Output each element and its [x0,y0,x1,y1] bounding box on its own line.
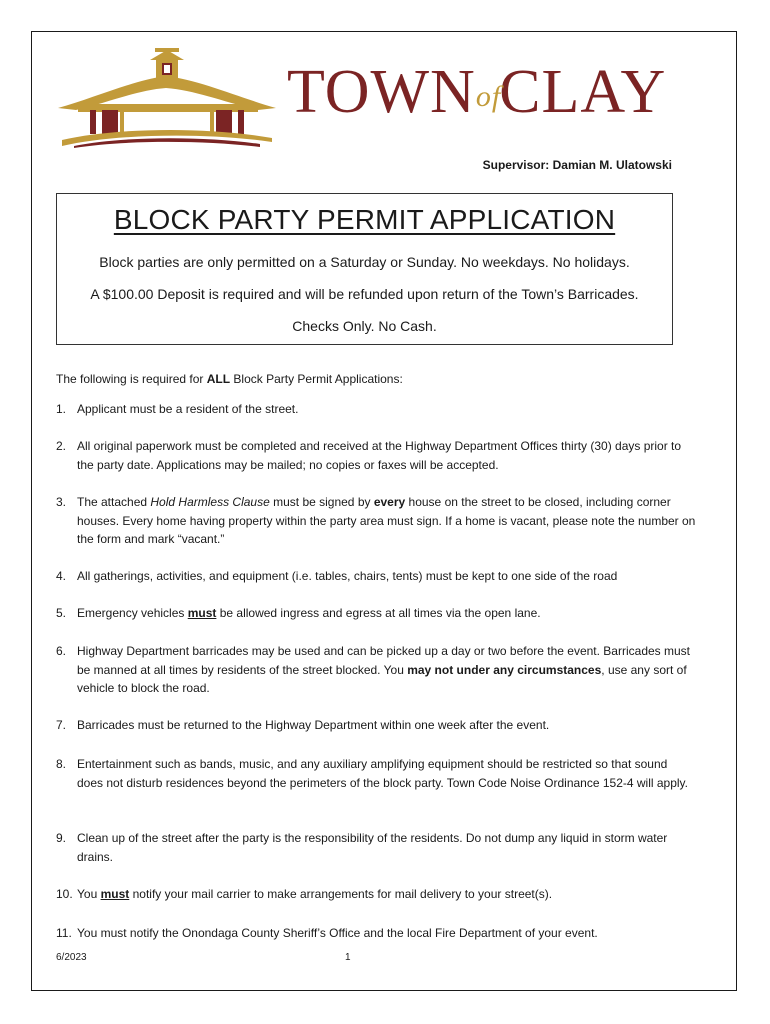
intro-text-after: Block Party Permit Applications: [230,372,403,386]
requirement-number: 6. [56,644,67,658]
intro-text-bold: ALL [206,372,231,386]
requirement-number: 7. [56,718,67,732]
deposit-notice: A $100.00 Deposit is required and will be refunded upon return of the Town’s Barricades. [90,286,639,302]
weekend-only-notice: Block parties are only permitted on a Saturday or Sunday. No weekdays. No holidays. [99,254,630,270]
requirement-number: 4. [56,569,67,583]
requirement-text: Clean up of the street after the party is the responsibility of the residents. Do not dump any liquid in storm water drains. [77,831,668,864]
requirement-text: You must notify the Onondaga County Sheriff’s Office and the local Fire Department of your event. [77,926,598,940]
requirement-item [56,437,696,474]
may-not-emphasis: may not under any circumstances [407,662,602,677]
requirement-item [56,924,696,943]
requirement-number: 2. [56,439,67,453]
logo-word-town: TOWN [287,58,476,126]
payment-method-notice: Checks Only. No Cash. [292,318,437,334]
footer-page-number: 1 [345,952,351,963]
requirement-number: 11. [56,926,72,940]
hold-harmless-clause-emphasis: Hold Harmless Clause [150,495,270,509]
town-hall-logo-graphic [54,44,280,148]
requirement-item [56,400,696,419]
requirement-number: 9. [56,831,67,845]
requirement-number: 10. [56,887,73,901]
requirement-text: The attached Hold Harmless Clause must be signed by every house on the street to be closed, including corner houses. Every home having property within the party area must sign. If a home is vacant, please note the number on the form and mark “vacant.” [77,495,696,546]
requirement-text: Barricades must be returned to the Highway Department within one week after the event. [77,718,550,732]
title-box [56,193,673,345]
requirement-text: Emergency vehicles must be allowed ingress and egress at all times via the open lane. [77,606,541,620]
requirement-text: Applicant must be a resident of the street. [77,402,299,416]
requirement-item [56,829,696,866]
page-title: BLOCK PARTY PERMIT APPLICATION [113,204,616,235]
requirement-number: 8. [56,757,67,771]
requirement-text: Entertainment such as bands, music, and any auxiliary amplifying equipment should be restricted so that sound does not disturb residences beyond the perimeters of the block party. Town Code Noise Ordinance 152-4 will apply. [77,757,689,790]
logo-word-of: of [475,80,502,113]
supervisor-line: Supervisor: Damian M. Ulatowski [482,158,672,172]
requirement-number: 5. [56,606,67,620]
requirement-item [56,755,696,792]
requirement-item [56,567,696,586]
requirement-item [56,493,696,549]
requirement-item [56,604,696,623]
must-emphasis: must [100,887,130,901]
requirement-item [56,642,696,698]
every-emphasis: every [373,495,406,509]
logo-word-clay: CLAY [499,58,667,126]
requirement-item [56,716,696,735]
requirement-item [56,885,696,904]
requirement-text: All original paperwork must be completed and received at the Highway Department Offices thirty (30) days prior to the party date. Applications may be mailed; no copies or faxes will be accepted. [77,439,682,472]
requirement-number: 3. [56,495,67,509]
requirements-intro [56,372,403,386]
requirement-number: 1. [56,402,67,416]
requirement-text: All gatherings, activities, and equipment (i.e. tables, chairs, tents) must be kept to one side of the road [77,569,618,583]
intro-text-before: The following is required for [56,372,207,386]
must-emphasis: must [187,606,217,620]
footer-revision-date: 6/2023 [56,952,87,963]
town-of-clay-logo-wordmark [287,60,666,124]
requirement-text: Highway Department barricades may be used and can be picked up a day or two before the event. Barricades must be manned at all times by residents of the street blocked. You may not under any circumstances, use any sort of vehicle to block the road. [77,644,691,695]
requirement-text: You must notify your mail carrier to make arrangements for mail delivery to your street(s). [77,887,553,901]
